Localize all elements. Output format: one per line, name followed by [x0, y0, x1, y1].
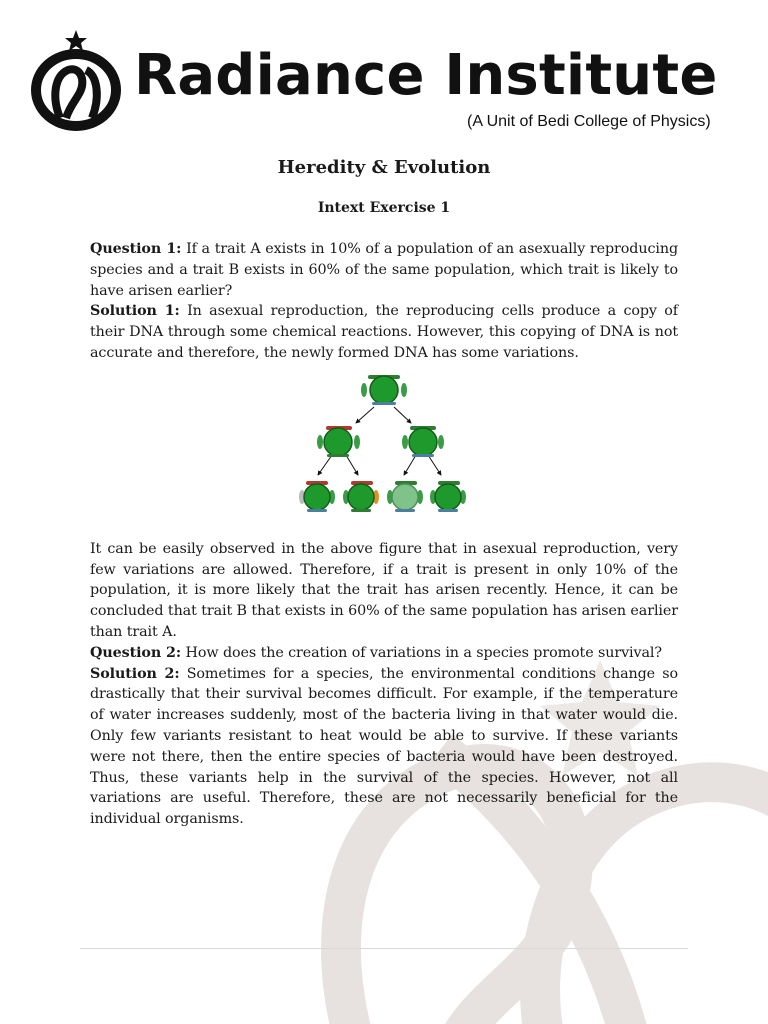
solution-2 — [90, 664, 678, 830]
grandchild-cell-icon — [299, 481, 335, 512]
grandchild-cell-icon — [430, 481, 466, 512]
footer-divider — [80, 948, 688, 949]
question-1-label: Question 1: — [90, 241, 182, 257]
question-1-text: If a trait A exists in 10% of a population of an asexually reproducing species and a trait B exists in 60% of the same population, which trait is likely to have arisen earlier? — [90, 241, 678, 299]
daughter-cell-icon — [317, 426, 360, 457]
question-2 — [90, 643, 678, 664]
letterhead — [30, 28, 730, 138]
variant-cell-icon — [387, 481, 423, 512]
asexual-reproduction-figure — [298, 371, 470, 523]
parent-cell-icon — [361, 375, 407, 405]
solution-1-text: In asexual reproduction, the reproducing cells produce a copy of their DNA through some chemical reactions. However, this copying of DNA is not accurate and therefore, the newly formed DNA has some variations. — [90, 303, 678, 361]
solution-1 — [90, 301, 678, 363]
solution-2-label: Solution 2: — [90, 665, 180, 682]
institute-tagline: (A Unit of Bedi College of Physics) — [467, 113, 711, 130]
radiance-logo-icon — [30, 28, 130, 134]
exercise-content — [90, 239, 678, 830]
daughter-cell-icon — [402, 426, 444, 457]
solution-2-text: Sometimes for a species, the environmental conditions change so drastically that their survival becomes difficult. For example, if the temperature of water increases suddenly, most of the bacteria living in that water would die. Only few variants resistant to heat would be able to survive. If these variants were not there, then the entire species of bacteria would have been destroyed. Thus, these variants help in the survival of the species. However, not all variations are useful. Therefore, these are not necessarily beneficial for the individual organisms. — [90, 665, 678, 828]
page-title: Heredity & Evolution — [277, 157, 491, 178]
exercise-title: Intext Exercise 1 — [317, 200, 451, 216]
question-2-text: How does the creation of variations in a species promote survival? — [185, 644, 662, 661]
question-2-label: Question 2: — [90, 644, 182, 661]
institute-name: Radiance Institute — [134, 43, 718, 108]
figure-explanation: It can be easily observed in the above figure that in asexual reproduction, very few variations are allowed. Therefore, if a trait is present in only 10% of the population, it is more likely that the trait has arisen recently. Hence, it can be concluded that trait B that exists in 60% of the same population has arisen earlier than trait A. — [90, 540, 678, 640]
solution-1-label: Solution 1: — [90, 303, 180, 320]
grandchild-cell-icon — [343, 481, 379, 512]
question-1 — [90, 239, 678, 301]
